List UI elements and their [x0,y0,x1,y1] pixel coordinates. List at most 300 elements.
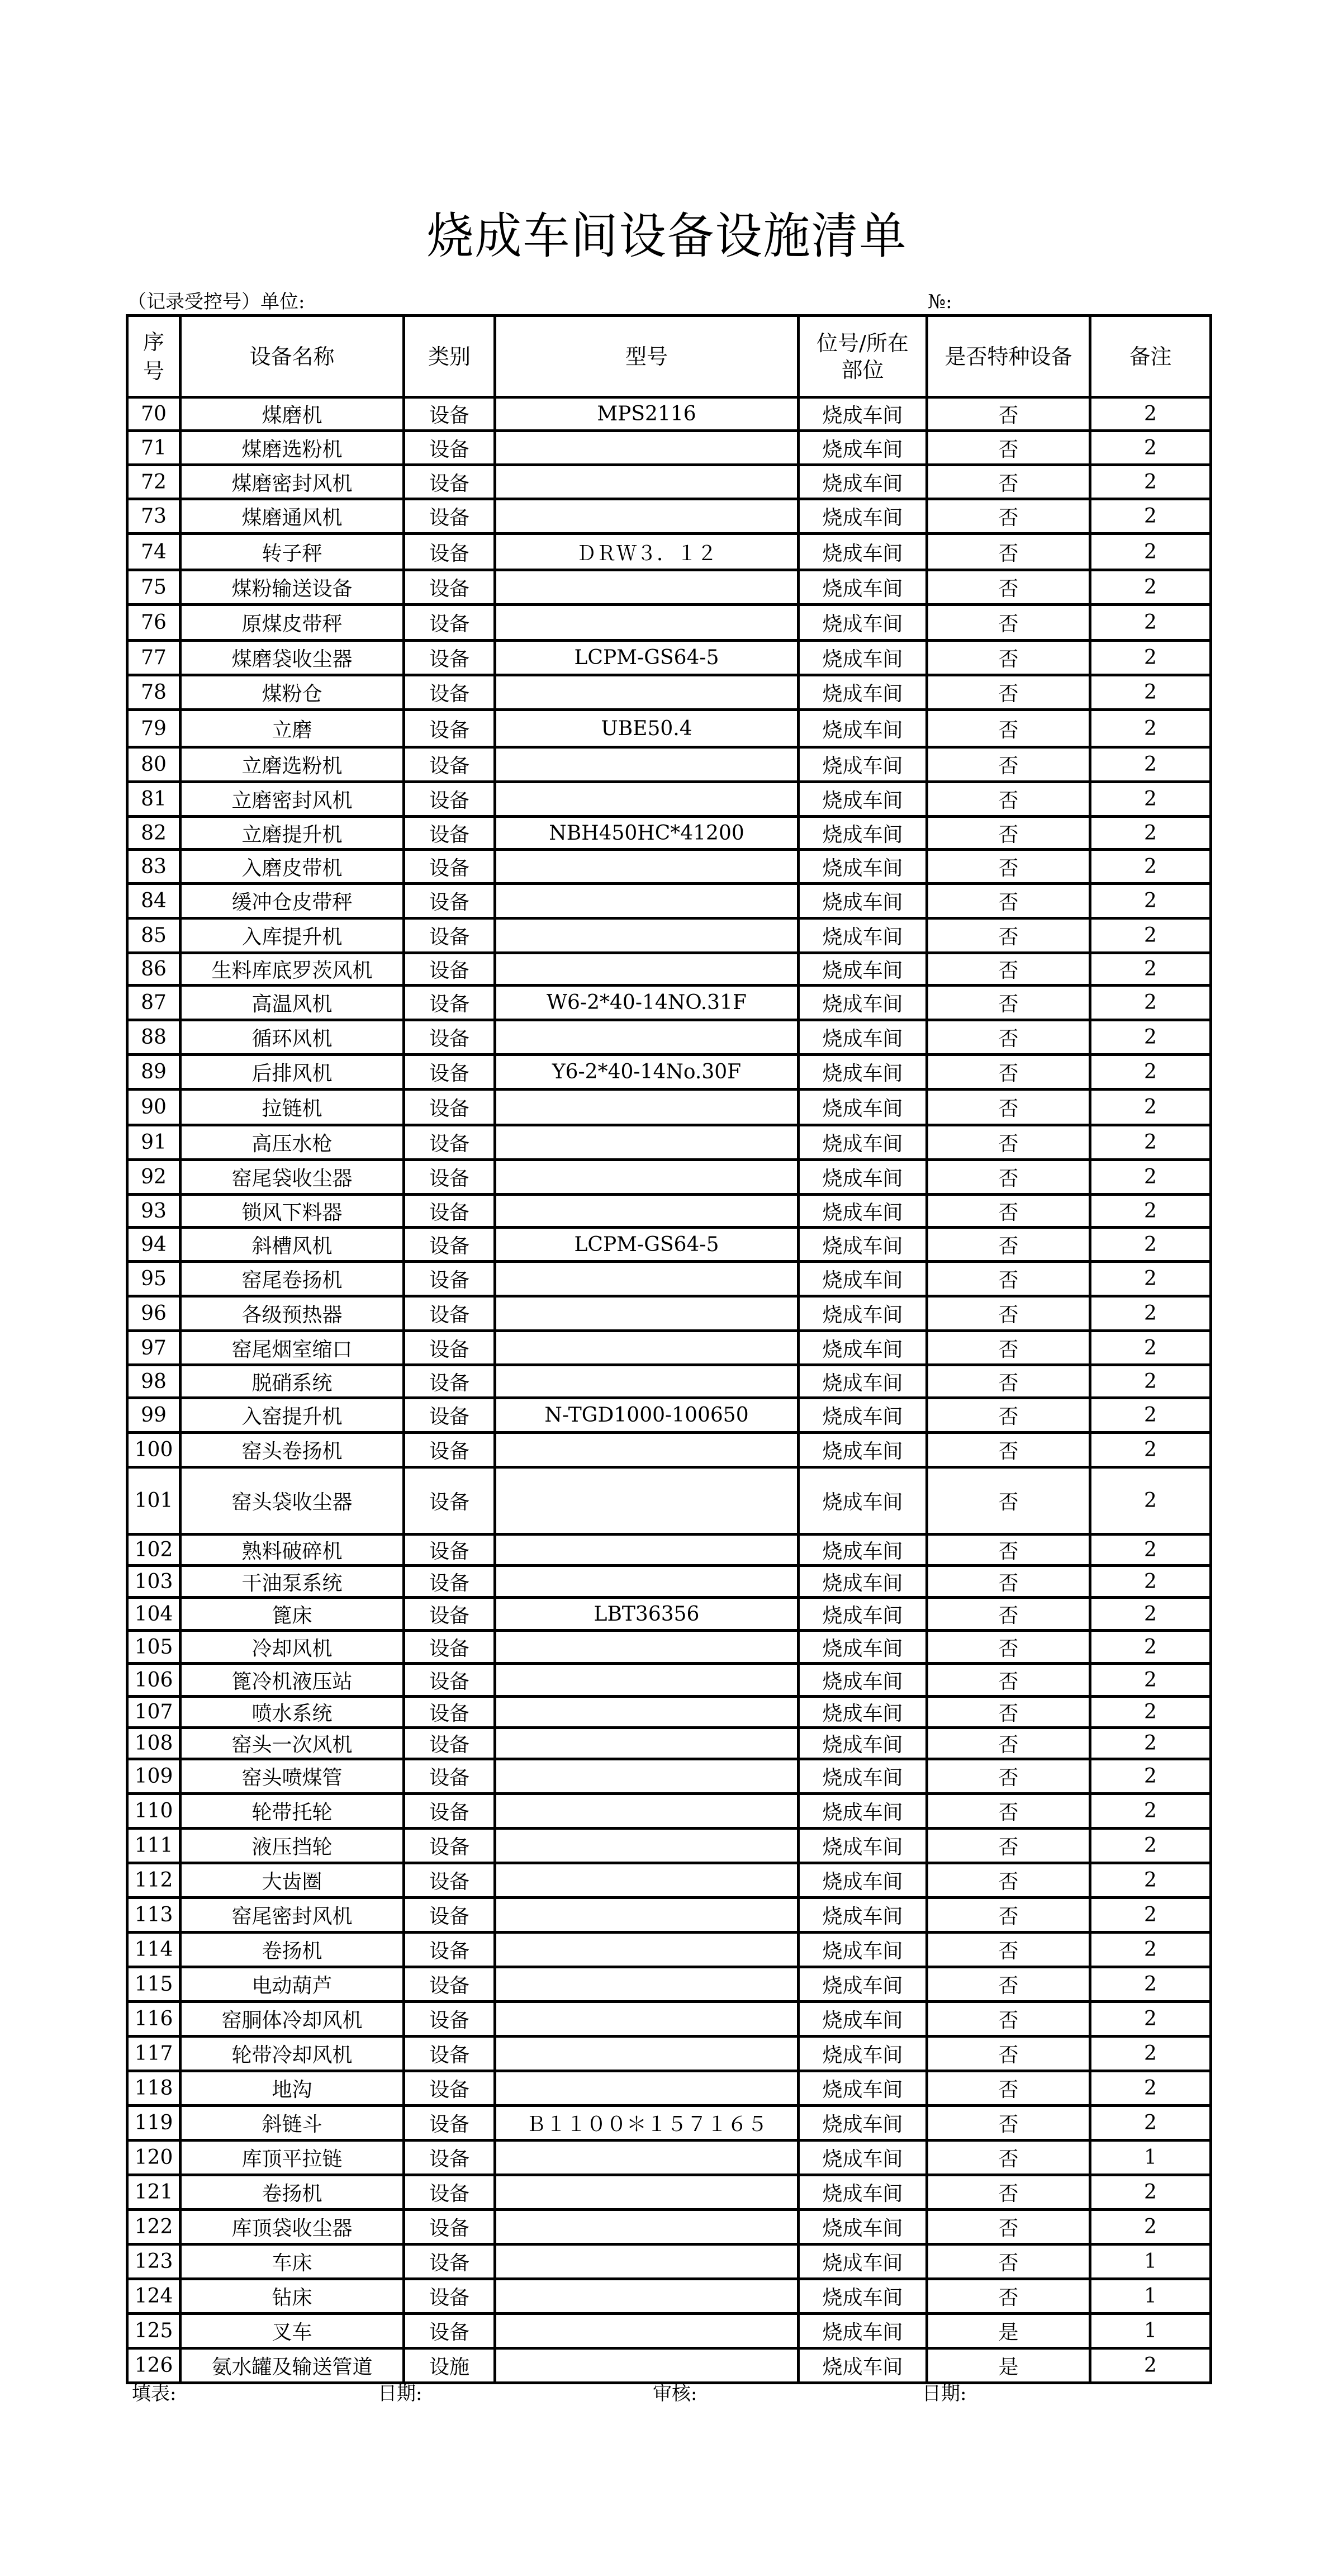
table-row [127,1933,1211,1967]
table-row [127,2244,1211,2279]
table-row [127,1020,1211,1055]
cell-seq: 100 [127,1433,181,1467]
cell-name: 煤磨机 [181,397,404,431]
header-model: 型号 [495,316,799,397]
cell-location: 烧成车间 [799,1125,927,1160]
cell-remark: 2 [1090,2002,1211,2037]
cell-seq: 90 [127,1090,181,1125]
cell-category: 设备 [404,1728,495,1759]
cell-model [495,1160,799,1195]
table-row [127,605,1211,641]
cell-location: 烧成车间 [799,2244,927,2279]
table-row [127,1967,1211,2002]
cell-remark: 2 [1090,465,1211,499]
cell-seq: 82 [127,817,181,850]
table-row [127,431,1211,465]
cell-location: 烧成车间 [799,1228,927,1262]
cell-seq: 108 [127,1728,181,1759]
cell-special: 否 [927,1933,1090,1967]
cell-location: 烧成车间 [799,1598,927,1631]
table-row [127,1195,1211,1228]
cell-location: 烧成车间 [799,1433,927,1467]
cell-seq: 79 [127,710,181,747]
cell-remark: 1 [1090,2141,1211,2175]
cell-name: 库顶袋收尘器 [181,2210,404,2244]
cell-location: 烧成车间 [799,675,927,710]
table-row [127,2314,1211,2348]
table-row [127,1228,1211,1262]
cell-name: 煤磨选粉机 [181,431,404,465]
cell-location: 烧成车间 [799,2210,927,2244]
cell-remark: 2 [1090,1125,1211,1160]
cell-seq: 81 [127,782,181,817]
cell-location: 烧成车间 [799,570,927,605]
cell-name: 高温风机 [181,986,404,1020]
cell-model: LBT36356 [495,1598,799,1631]
cell-location: 烧成车间 [799,1331,927,1365]
cell-location: 烧成车间 [799,884,927,918]
cell-location: 烧成车间 [799,1467,927,1535]
cell-seq: 114 [127,1933,181,1967]
cell-special: 否 [927,570,1090,605]
cell-name: 干油泵系统 [181,1566,404,1598]
cell-remark: 2 [1090,1398,1211,1433]
cell-name: 窑头卷扬机 [181,1433,404,1467]
cell-location: 烧成车间 [799,1933,927,1967]
cell-location: 烧成车间 [799,465,927,499]
cell-category: 设备 [404,397,495,431]
table-row [127,1697,1211,1728]
footer-filler: 填表: [132,2383,177,2405]
cell-model [495,2175,799,2210]
cell-seq: 119 [127,2106,181,2141]
cell-location: 烧成车间 [799,782,927,817]
table-row [127,1296,1211,1331]
table-row [127,918,1211,953]
cell-category: 设备 [404,710,495,747]
cell-category: 设备 [404,953,495,986]
cell-special: 否 [927,747,1090,782]
cell-category: 设备 [404,747,495,782]
cell-category: 设备 [404,1365,495,1398]
cell-location: 烧成车间 [799,1664,927,1697]
header-remark: 备注 [1090,316,1211,397]
table-row [127,1262,1211,1296]
cell-remark: 2 [1090,1433,1211,1467]
cell-model: MPS2116 [495,397,799,431]
cell-model: LCPM-GS64-5 [495,641,799,675]
cell-seq: 117 [127,2037,181,2071]
cell-special: 否 [927,1090,1090,1125]
cell-location: 烧成车间 [799,397,927,431]
cell-special: 否 [927,2141,1090,2175]
cell-model [495,2348,799,2383]
cell-seq: 98 [127,1365,181,1398]
table-row [127,1331,1211,1365]
table-header-row [127,316,1211,397]
cell-model [495,465,799,499]
cell-seq: 94 [127,1228,181,1262]
cell-special: 否 [927,641,1090,675]
cell-location: 烧成车间 [799,2106,927,2141]
cell-remark: 1 [1090,2314,1211,2348]
cell-model [495,2071,799,2106]
cell-name: 冷却风机 [181,1631,404,1664]
cell-name: 窑头喷煤管 [181,1759,404,1794]
cell-seq: 76 [127,605,181,641]
cell-location: 烧成车间 [799,1759,927,1794]
cell-seq: 95 [127,1262,181,1296]
cell-seq: 93 [127,1195,181,1228]
cell-remark: 2 [1090,675,1211,710]
cell-special: 否 [927,1535,1090,1566]
cell-model: Ｂ１１００＊１５７１６５ [495,2106,799,2141]
cell-category: 设备 [404,675,495,710]
cell-model: UBE50.4 [495,710,799,747]
cell-model [495,2210,799,2244]
cell-name: 窑尾袋收尘器 [181,1160,404,1195]
cell-model [495,1467,799,1535]
equipment-table [126,314,1212,2384]
cell-remark: 2 [1090,1759,1211,1794]
cell-seq: 80 [127,747,181,782]
cell-model [495,1090,799,1125]
cell-name: 原煤皮带秤 [181,605,404,641]
table-row [127,2037,1211,2071]
cell-special: 否 [927,817,1090,850]
cell-model [495,2279,799,2314]
cell-location: 烧成车间 [799,1262,927,1296]
cell-special: 否 [927,465,1090,499]
cell-model [495,2314,799,2348]
cell-remark: 2 [1090,986,1211,1020]
cell-category: 设备 [404,1262,495,1296]
cell-special: 否 [927,1331,1090,1365]
cell-remark: 2 [1090,1228,1211,1262]
table-row [127,2279,1211,2314]
cell-category: 设备 [404,2244,495,2279]
cell-seq: 78 [127,675,181,710]
cell-special: 否 [927,1125,1090,1160]
cell-model: NBH450HC*41200 [495,817,799,850]
cell-special: 否 [927,605,1090,641]
table-row [127,884,1211,918]
cell-model [495,1566,799,1598]
cell-special: 否 [927,2071,1090,2106]
cell-model [495,1664,799,1697]
cell-location: 烧成车间 [799,2037,927,2071]
cell-special: 否 [927,1829,1090,1863]
cell-location: 烧成车间 [799,1566,927,1598]
cell-remark: 2 [1090,1331,1211,1365]
cell-remark: 2 [1090,1794,1211,1829]
cell-category: 设备 [404,1829,495,1863]
cell-location: 烧成车间 [799,1365,927,1398]
cell-seq: 122 [127,2210,181,2244]
cell-name: 车床 [181,2244,404,2279]
cell-remark: 2 [1090,2175,1211,2210]
cell-seq: 74 [127,534,181,570]
cell-model [495,1933,799,1967]
cell-model [495,918,799,953]
cell-location: 烧成车间 [799,747,927,782]
table-row [127,1433,1211,1467]
cell-seq: 123 [127,2244,181,2279]
table-row [127,2106,1211,2141]
cell-location: 烧成车间 [799,918,927,953]
cell-name: 煤磨袋收尘器 [181,641,404,675]
cell-seq: 102 [127,1535,181,1566]
cell-model [495,953,799,986]
cell-special: 否 [927,1228,1090,1262]
cell-model: Y6-2*40-14No.30F [495,1055,799,1090]
table-row [127,1863,1211,1898]
cell-location: 烧成车间 [799,1055,927,1090]
cell-name: 窑尾密封风机 [181,1898,404,1933]
cell-seq: 88 [127,1020,181,1055]
cell-name: 立磨密封风机 [181,782,404,817]
cell-special: 否 [927,1398,1090,1433]
cell-name: 循环风机 [181,1020,404,1055]
cell-special: 否 [927,1967,1090,2002]
cell-category: 设备 [404,1160,495,1195]
cell-category: 设备 [404,2314,495,2348]
cell-name: 窑胴体冷却风机 [181,2002,404,2037]
table-row [127,1535,1211,1566]
cell-name: 煤粉输送设备 [181,570,404,605]
cell-model [495,1759,799,1794]
cell-seq: 109 [127,1759,181,1794]
cell-seq: 110 [127,1794,181,1829]
cell-remark: 1 [1090,2279,1211,2314]
cell-remark: 2 [1090,1365,1211,1398]
cell-category: 设备 [404,1863,495,1898]
cell-category: 设备 [404,1433,495,1467]
cell-category: 设备 [404,2210,495,2244]
cell-remark: 2 [1090,1090,1211,1125]
table-row [127,1398,1211,1433]
cell-category: 设备 [404,1664,495,1697]
cell-remark: 2 [1090,2210,1211,2244]
table-row [127,1664,1211,1697]
cell-category: 设备 [404,1296,495,1331]
cell-model [495,1967,799,2002]
cell-remark: 2 [1090,953,1211,986]
cell-category: 设备 [404,1598,495,1631]
table-row [127,1160,1211,1195]
cell-remark: 1 [1090,2244,1211,2279]
cell-seq: 115 [127,1967,181,2002]
cell-model [495,1728,799,1759]
table-row [127,1598,1211,1631]
cell-special: 否 [927,431,1090,465]
table-row [127,2348,1211,2383]
cell-model [495,1794,799,1829]
table-row [127,2002,1211,2037]
cell-seq: 112 [127,1863,181,1898]
cell-seq: 92 [127,1160,181,1195]
cell-remark: 2 [1090,747,1211,782]
cell-remark: 2 [1090,1598,1211,1631]
table-row [127,1467,1211,1535]
cell-location: 烧成车间 [799,1631,927,1664]
cell-category: 设备 [404,1020,495,1055]
cell-seq: 70 [127,397,181,431]
table-row [127,1759,1211,1794]
cell-category: 设施 [404,2348,495,2383]
cell-location: 烧成车间 [799,1863,927,1898]
cell-special: 否 [927,884,1090,918]
cell-category: 设备 [404,986,495,1020]
cell-name: 窑头袋收尘器 [181,1467,404,1535]
cell-special: 否 [927,2279,1090,2314]
cell-location: 烧成车间 [799,1967,927,2002]
cell-category: 设备 [404,884,495,918]
cell-seq: 75 [127,570,181,605]
cell-category: 设备 [404,1933,495,1967]
cell-category: 设备 [404,1090,495,1125]
cell-model [495,1631,799,1664]
cell-seq: 111 [127,1829,181,1863]
cell-remark: 2 [1090,1728,1211,1759]
cell-category: 设备 [404,850,495,884]
cell-location: 烧成车间 [799,2279,927,2314]
cell-seq: 72 [127,465,181,499]
cell-location: 烧成车间 [799,605,927,641]
cell-model [495,499,799,534]
cell-name: 窑尾卷扬机 [181,1262,404,1296]
cell-model [495,2037,799,2071]
cell-category: 设备 [404,1566,495,1598]
cell-category: 设备 [404,1398,495,1433]
table-row [127,1728,1211,1759]
header-seq: 序号 [127,316,181,397]
cell-special: 否 [927,1566,1090,1598]
cell-special: 否 [927,499,1090,534]
cell-model: ＤＲＷ３．１２ [495,534,799,570]
cell-remark: 2 [1090,431,1211,465]
cell-location: 烧成车间 [799,850,927,884]
cell-name: 煤磨通风机 [181,499,404,534]
unit-label: （记录受控号）单位: [127,291,305,313]
cell-category: 设备 [404,817,495,850]
table-row [127,710,1211,747]
cell-category: 设备 [404,1631,495,1664]
cell-special: 否 [927,397,1090,431]
table-row [127,675,1211,710]
cell-name: 缓冲仓皮带秤 [181,884,404,918]
table-row [127,1898,1211,1933]
cell-model [495,1829,799,1863]
cell-location: 烧成车间 [799,1090,927,1125]
number-label: №: [928,291,952,313]
cell-location: 烧成车间 [799,2314,927,2348]
cell-name: 立磨选粉机 [181,747,404,782]
cell-category: 设备 [404,1794,495,1829]
cell-model [495,675,799,710]
cell-name: 立磨提升机 [181,817,404,850]
cell-special: 否 [927,1296,1090,1331]
cell-special: 否 [927,953,1090,986]
cell-location: 烧成车间 [799,1794,927,1829]
cell-remark: 2 [1090,1467,1211,1535]
table-row [127,570,1211,605]
cell-model [495,1898,799,1933]
cell-remark: 2 [1090,1535,1211,1566]
cell-model [495,2141,799,2175]
table-row [127,1794,1211,1829]
cell-remark: 2 [1090,1055,1211,1090]
table-row [127,2141,1211,2175]
cell-special: 否 [927,1433,1090,1467]
cell-remark: 2 [1090,1160,1211,1195]
cell-remark: 2 [1090,534,1211,570]
cell-category: 设备 [404,1535,495,1566]
cell-model [495,1433,799,1467]
cell-name: 煤磨密封风机 [181,465,404,499]
footer-date-1: 日期: [378,2383,422,2405]
cell-model [495,1020,799,1055]
cell-special: 否 [927,1020,1090,1055]
footer-reviewer: 审核: [653,2383,697,2405]
cell-name: 喷水系统 [181,1697,404,1728]
cell-name: 轮带托轮 [181,1794,404,1829]
cell-special: 否 [927,1794,1090,1829]
cell-location: 烧成车间 [799,953,927,986]
cell-category: 设备 [404,2141,495,2175]
cell-special: 否 [927,534,1090,570]
cell-special: 否 [927,1759,1090,1794]
cell-category: 设备 [404,605,495,641]
cell-model: N-TGD1000-100650 [495,1398,799,1433]
cell-model [495,431,799,465]
cell-remark: 2 [1090,782,1211,817]
cell-seq: 121 [127,2175,181,2210]
cell-seq: 124 [127,2279,181,2314]
cell-category: 设备 [404,782,495,817]
cell-model [495,1296,799,1331]
cell-category: 设备 [404,465,495,499]
cell-seq: 84 [127,884,181,918]
cell-category: 设备 [404,1195,495,1228]
header-category: 类别 [404,316,495,397]
cell-remark: 2 [1090,641,1211,675]
cell-category: 设备 [404,2037,495,2071]
cell-name: 拉链机 [181,1090,404,1125]
table-row [127,1829,1211,1863]
cell-location: 烧成车间 [799,2141,927,2175]
cell-remark: 2 [1090,1195,1211,1228]
cell-location: 烧成车间 [799,534,927,570]
table-row [127,641,1211,675]
cell-location: 烧成车间 [799,1898,927,1933]
cell-special: 否 [927,1863,1090,1898]
cell-location: 烧成车间 [799,1160,927,1195]
cell-category: 设备 [404,431,495,465]
cell-name: 液压挡轮 [181,1829,404,1863]
cell-model [495,747,799,782]
cell-name: 入库提升机 [181,918,404,953]
cell-special: 否 [927,1598,1090,1631]
cell-seq: 97 [127,1331,181,1365]
cell-model [495,570,799,605]
cell-name: 转子秤 [181,534,404,570]
cell-category: 设备 [404,1228,495,1262]
cell-seq: 85 [127,918,181,953]
cell-remark: 2 [1090,918,1211,953]
cell-model [495,884,799,918]
cell-special: 否 [927,782,1090,817]
